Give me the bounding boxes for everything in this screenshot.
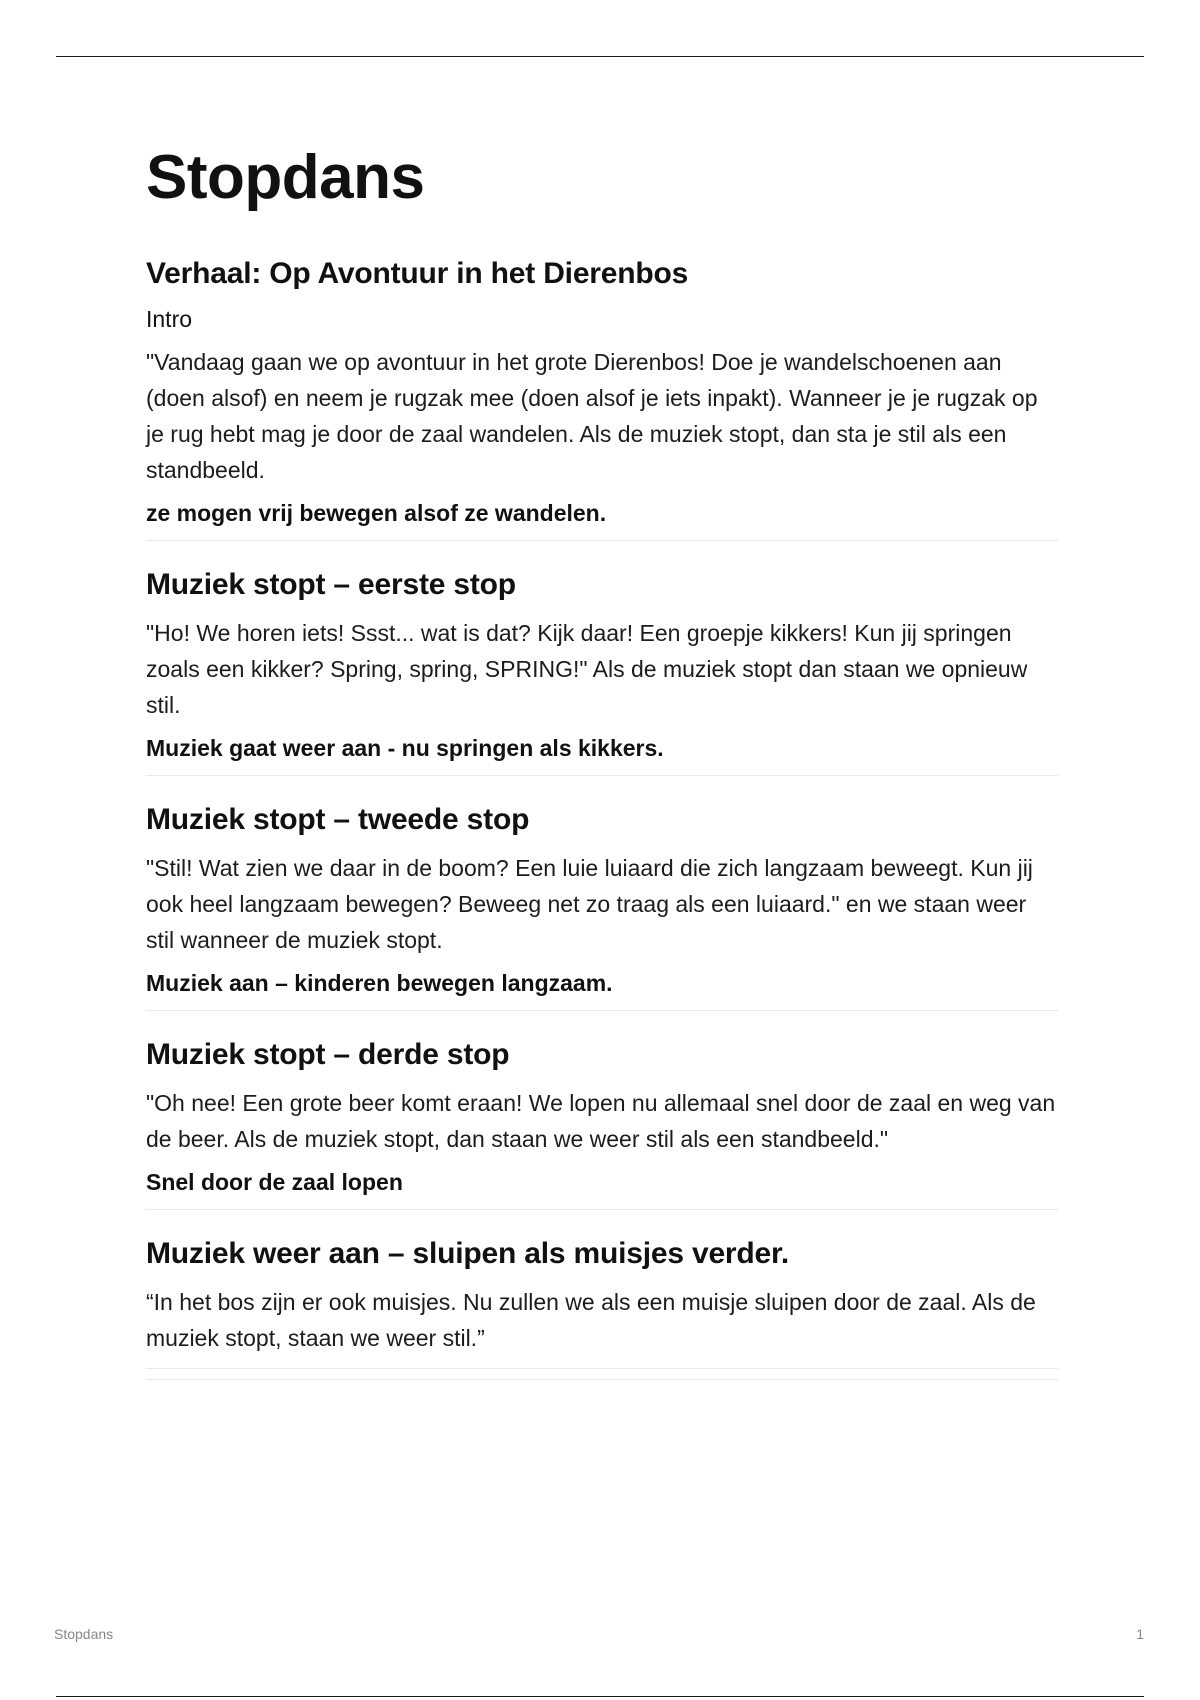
section-title: Muziek stopt – eerste stop	[146, 568, 516, 601]
section-title: Muziek stopt – derde stop	[146, 1038, 510, 1071]
section-note: Snel door de zaal lopen	[146, 1169, 403, 1195]
section-text: "Vandaag gaan we op avontuur in het grote Dierenbos! Doe je wandelschoenen aan (doen alsof) en neem je rugzak mee (doen alsof je iets inpakt). Wanneer je je rugzak op je rug hebt mag je door de zaal wandelen. Als de muziek stopt, dan sta je stil als een standbeeld.	[146, 349, 1038, 483]
section-text: "Stil! Wat zien we daar in de boom? Een luie luiaard die zich langzaam beweegt. Kun jij ook heel langzaam bewegen? Beweeg net zo traag als een luiaard." en we staan weer stil wanneer de muziek stopt.	[146, 855, 1033, 953]
bottom-rule	[56, 1696, 1144, 1697]
section-mice	[146, 1210, 1058, 1380]
section-note: ze mogen vrij bewegen alsof ze wandelen.	[146, 500, 607, 526]
section-title: Muziek stopt – tweede stop	[146, 803, 530, 836]
section-title: Verhaal: Op Avontuur in het Dierenbos	[146, 257, 689, 290]
section-second-stop	[146, 776, 1058, 1011]
section-text: “In het bos zijn er ook muisjes. Nu zullen we als een muisje sluipen door de zaal. Als de muziek stopt, staan we weer stil.”	[146, 1289, 1036, 1351]
document-body	[146, 140, 1058, 1380]
section-third-stop	[146, 1011, 1058, 1210]
section-title: Muziek weer aan – sluipen als muisjes verder.	[146, 1237, 789, 1270]
footer-document-name: Stopdans	[54, 1626, 114, 1642]
section-note: Muziek gaat weer aan - nu springen als kikkers.	[146, 735, 664, 761]
document-title: Stopdans	[146, 143, 425, 212]
section-text: "Ho! We horen iets! Ssst... wat is dat? Kijk daar! Een groepje kikkers! Kun jij springen zoals een kikker? Spring, spring, SPRING!" Als de muziek stopt dan staan we opnieuw stil.	[146, 620, 1028, 718]
section-note: Muziek aan – kinderen bewegen langzaam.	[146, 970, 613, 996]
section-first-stop	[146, 541, 1058, 776]
footer-page-number: 1	[1136, 1626, 1144, 1642]
section-divider	[146, 1379, 1058, 1380]
section-label: Intro	[146, 306, 193, 332]
section-intro	[146, 254, 1058, 541]
top-rule	[56, 56, 1144, 57]
section-text: "Oh nee! Een grote beer komt eraan! We lopen nu allemaal snel door de zaal en weg van de beer. Als de muziek stopt, dan staan we weer stil als een standbeeld."	[146, 1090, 1056, 1152]
section-divider	[146, 1368, 1058, 1369]
